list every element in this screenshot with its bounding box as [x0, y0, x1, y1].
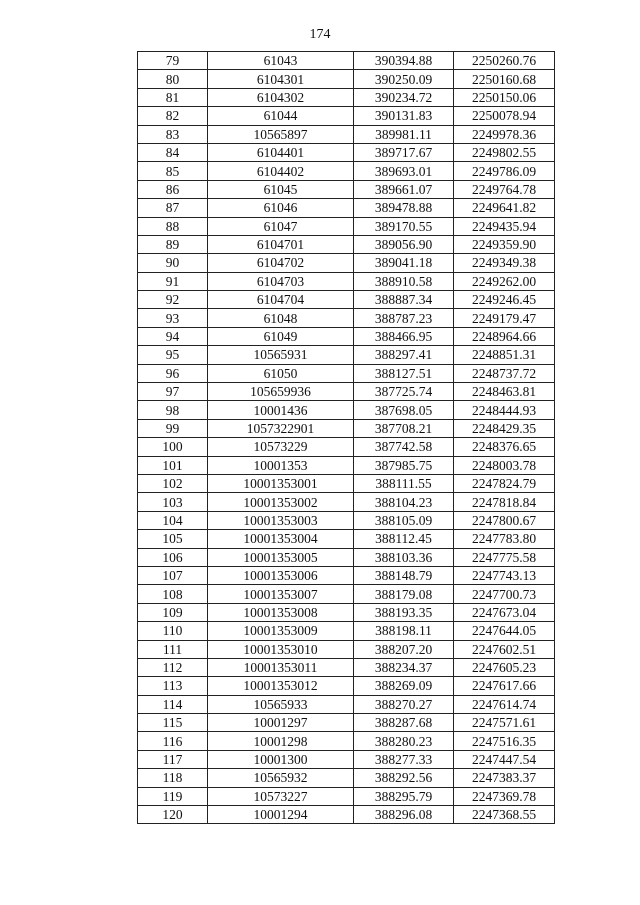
- row-number-cell: 92: [138, 291, 208, 309]
- table-row: [138, 695, 555, 713]
- x-coordinate-cell: 387708.21: [354, 419, 454, 437]
- y-coordinate-cell: 2247571.61: [454, 714, 555, 732]
- table-row: [138, 474, 555, 492]
- x-coordinate-cell: 389717.67: [354, 143, 454, 161]
- point-code-cell: 10001353: [208, 456, 354, 474]
- row-number-cell: 117: [138, 750, 208, 768]
- table-row: [138, 750, 555, 768]
- table-row: [138, 585, 555, 603]
- table-row: [138, 162, 555, 180]
- y-coordinate-cell: 2250150.06: [454, 88, 555, 106]
- point-code-cell: 10001353011: [208, 658, 354, 676]
- y-coordinate-cell: 2248463.81: [454, 383, 555, 401]
- x-coordinate-cell: 388295.79: [354, 787, 454, 805]
- row-number-cell: 106: [138, 548, 208, 566]
- y-coordinate-cell: 2247800.67: [454, 511, 555, 529]
- x-coordinate-cell: 388105.09: [354, 511, 454, 529]
- point-code-cell: 105659936: [208, 383, 354, 401]
- x-coordinate-cell: 389478.88: [354, 199, 454, 217]
- y-coordinate-cell: 2249359.90: [454, 235, 555, 253]
- row-number-cell: 101: [138, 456, 208, 474]
- y-coordinate-cell: 2250078.94: [454, 107, 555, 125]
- x-coordinate-cell: 388193.35: [354, 603, 454, 621]
- x-coordinate-cell: 387698.05: [354, 401, 454, 419]
- row-number-cell: 99: [138, 419, 208, 437]
- x-coordinate-cell: 388127.51: [354, 364, 454, 382]
- y-coordinate-cell: 2248444.93: [454, 401, 555, 419]
- row-number-cell: 91: [138, 272, 208, 290]
- y-coordinate-cell: 2247818.84: [454, 493, 555, 511]
- y-coordinate-cell: 2247775.58: [454, 548, 555, 566]
- point-code-cell: 10001353004: [208, 530, 354, 548]
- x-coordinate-cell: 390394.88: [354, 52, 454, 70]
- table-row: [138, 806, 555, 824]
- table-row: [138, 530, 555, 548]
- point-code-cell: 6104401: [208, 143, 354, 161]
- row-number-cell: 108: [138, 585, 208, 603]
- row-number-cell: 111: [138, 640, 208, 658]
- point-code-cell: 10001300: [208, 750, 354, 768]
- x-coordinate-cell: 388277.33: [354, 750, 454, 768]
- table-row: [138, 52, 555, 70]
- point-code-cell: 10001353005: [208, 548, 354, 566]
- row-number-cell: 85: [138, 162, 208, 180]
- table-row: [138, 88, 555, 106]
- point-code-cell: 6104703: [208, 272, 354, 290]
- y-coordinate-cell: 2247516.35: [454, 732, 555, 750]
- point-code-cell: 6104702: [208, 254, 354, 272]
- x-coordinate-cell: 388910.58: [354, 272, 454, 290]
- x-coordinate-cell: 387742.58: [354, 438, 454, 456]
- y-coordinate-cell: 2249435.94: [454, 217, 555, 235]
- x-coordinate-cell: 388269.09: [354, 677, 454, 695]
- table-row: [138, 180, 555, 198]
- point-code-cell: 61043: [208, 52, 354, 70]
- row-number-cell: 82: [138, 107, 208, 125]
- point-code-cell: 1057322901: [208, 419, 354, 437]
- y-coordinate-cell: 2247673.04: [454, 603, 555, 621]
- table-row: [138, 107, 555, 125]
- x-coordinate-cell: 388148.79: [354, 566, 454, 584]
- row-number-cell: 115: [138, 714, 208, 732]
- y-coordinate-cell: 2250260.76: [454, 52, 555, 70]
- point-code-cell: 10565931: [208, 346, 354, 364]
- y-coordinate-cell: 2249179.47: [454, 309, 555, 327]
- point-code-cell: 10001353007: [208, 585, 354, 603]
- row-number-cell: 119: [138, 787, 208, 805]
- row-number-cell: 90: [138, 254, 208, 272]
- point-code-cell: 61050: [208, 364, 354, 382]
- row-number-cell: 114: [138, 695, 208, 713]
- point-code-cell: 61045: [208, 180, 354, 198]
- point-code-cell: 61047: [208, 217, 354, 235]
- x-coordinate-cell: 388280.23: [354, 732, 454, 750]
- row-number-cell: 98: [138, 401, 208, 419]
- point-code-cell: 10001436: [208, 401, 354, 419]
- point-code-cell: 6104402: [208, 162, 354, 180]
- y-coordinate-cell: 2247783.80: [454, 530, 555, 548]
- point-code-cell: 10001353012: [208, 677, 354, 695]
- table-row: [138, 419, 555, 437]
- table-row: [138, 511, 555, 529]
- point-code-cell: 61044: [208, 107, 354, 125]
- row-number-cell: 94: [138, 327, 208, 345]
- y-coordinate-cell: 2247368.55: [454, 806, 555, 824]
- x-coordinate-cell: 389170.55: [354, 217, 454, 235]
- table-row: [138, 787, 555, 805]
- x-coordinate-cell: 388198.11: [354, 622, 454, 640]
- y-coordinate-cell: 2247383.37: [454, 769, 555, 787]
- x-coordinate-cell: 389661.07: [354, 180, 454, 198]
- x-coordinate-cell: 390250.09: [354, 70, 454, 88]
- row-number-cell: 112: [138, 658, 208, 676]
- row-number-cell: 87: [138, 199, 208, 217]
- point-code-cell: 10001353003: [208, 511, 354, 529]
- point-code-cell: 10001353010: [208, 640, 354, 658]
- point-code-cell: 61048: [208, 309, 354, 327]
- coordinates-table-body: [138, 52, 555, 824]
- page-number: 174: [309, 27, 331, 42]
- y-coordinate-cell: 2247644.05: [454, 622, 555, 640]
- point-code-cell: 10001294: [208, 806, 354, 824]
- table-row: [138, 769, 555, 787]
- row-number-cell: 84: [138, 143, 208, 161]
- table-row: [138, 143, 555, 161]
- y-coordinate-cell: 2249641.82: [454, 199, 555, 217]
- y-coordinate-cell: 2248964.66: [454, 327, 555, 345]
- row-number-cell: 86: [138, 180, 208, 198]
- y-coordinate-cell: 2247614.74: [454, 695, 555, 713]
- row-number-cell: 100: [138, 438, 208, 456]
- y-coordinate-cell: 2249262.00: [454, 272, 555, 290]
- row-number-cell: 80: [138, 70, 208, 88]
- point-code-cell: 61049: [208, 327, 354, 345]
- table-row: [138, 438, 555, 456]
- row-number-cell: 88: [138, 217, 208, 235]
- x-coordinate-cell: 387985.75: [354, 456, 454, 474]
- table-row: [138, 714, 555, 732]
- row-number-cell: 97: [138, 383, 208, 401]
- x-coordinate-cell: 388466.95: [354, 327, 454, 345]
- table-row: [138, 254, 555, 272]
- x-coordinate-cell: 388103.36: [354, 548, 454, 566]
- y-coordinate-cell: 2247743.13: [454, 566, 555, 584]
- y-coordinate-cell: 2248429.35: [454, 419, 555, 437]
- table-row: [138, 199, 555, 217]
- y-coordinate-cell: 2247824.79: [454, 474, 555, 492]
- table-row: [138, 401, 555, 419]
- point-code-cell: 10001353009: [208, 622, 354, 640]
- x-coordinate-cell: 388296.08: [354, 806, 454, 824]
- y-coordinate-cell: 2247447.54: [454, 750, 555, 768]
- y-coordinate-cell: 2249978.36: [454, 125, 555, 143]
- y-coordinate-cell: 2247605.23: [454, 658, 555, 676]
- row-number-cell: 118: [138, 769, 208, 787]
- point-code-cell: 10573227: [208, 787, 354, 805]
- point-code-cell: 10565932: [208, 769, 354, 787]
- table-row: [138, 272, 555, 290]
- row-number-cell: 116: [138, 732, 208, 750]
- x-coordinate-cell: 388104.23: [354, 493, 454, 511]
- row-number-cell: 93: [138, 309, 208, 327]
- y-coordinate-cell: 2247369.78: [454, 787, 555, 805]
- row-number-cell: 89: [138, 235, 208, 253]
- x-coordinate-cell: 389981.11: [354, 125, 454, 143]
- x-coordinate-cell: 388112.45: [354, 530, 454, 548]
- point-code-cell: 10573229: [208, 438, 354, 456]
- x-coordinate-cell: 388207.20: [354, 640, 454, 658]
- row-number-cell: 81: [138, 88, 208, 106]
- table-row: [138, 346, 555, 364]
- y-coordinate-cell: 2249802.55: [454, 143, 555, 161]
- point-code-cell: 10001353006: [208, 566, 354, 584]
- table-row: [138, 217, 555, 235]
- row-number-cell: 120: [138, 806, 208, 824]
- table-row: [138, 732, 555, 750]
- x-coordinate-cell: 389056.90: [354, 235, 454, 253]
- x-coordinate-cell: 388270.27: [354, 695, 454, 713]
- row-number-cell: 96: [138, 364, 208, 382]
- x-coordinate-cell: 387725.74: [354, 383, 454, 401]
- row-number-cell: 113: [138, 677, 208, 695]
- row-number-cell: 110: [138, 622, 208, 640]
- table-row: [138, 677, 555, 695]
- y-coordinate-cell: 2247602.51: [454, 640, 555, 658]
- table-row: [138, 125, 555, 143]
- table-row: [138, 235, 555, 253]
- table-row: [138, 658, 555, 676]
- table-row: [138, 493, 555, 511]
- x-coordinate-cell: 389693.01: [354, 162, 454, 180]
- point-code-cell: 10565933: [208, 695, 354, 713]
- y-coordinate-cell: 2249764.78: [454, 180, 555, 198]
- x-coordinate-cell: 388234.37: [354, 658, 454, 676]
- table-row: [138, 70, 555, 88]
- y-coordinate-cell: 2248851.31: [454, 346, 555, 364]
- y-coordinate-cell: 2248376.65: [454, 438, 555, 456]
- y-coordinate-cell: 2247617.66: [454, 677, 555, 695]
- row-number-cell: 104: [138, 511, 208, 529]
- row-number-cell: 107: [138, 566, 208, 584]
- x-coordinate-cell: 390234.72: [354, 88, 454, 106]
- row-number-cell: 79: [138, 52, 208, 70]
- table-row: [138, 548, 555, 566]
- point-code-cell: 61046: [208, 199, 354, 217]
- row-number-cell: 95: [138, 346, 208, 364]
- coordinates-table: [137, 51, 555, 824]
- row-number-cell: 83: [138, 125, 208, 143]
- x-coordinate-cell: 388179.08: [354, 585, 454, 603]
- point-code-cell: 10001297: [208, 714, 354, 732]
- x-coordinate-cell: 388787.23: [354, 309, 454, 327]
- y-coordinate-cell: 2249786.09: [454, 162, 555, 180]
- x-coordinate-cell: 388111.55: [354, 474, 454, 492]
- table-row: [138, 383, 555, 401]
- point-code-cell: 6104301: [208, 70, 354, 88]
- x-coordinate-cell: 388887.34: [354, 291, 454, 309]
- table-row: [138, 622, 555, 640]
- table-row: [138, 364, 555, 382]
- row-number-cell: 102: [138, 474, 208, 492]
- x-coordinate-cell: 388297.41: [354, 346, 454, 364]
- x-coordinate-cell: 390131.83: [354, 107, 454, 125]
- y-coordinate-cell: 2248003.78: [454, 456, 555, 474]
- point-code-cell: 10001353001: [208, 474, 354, 492]
- point-code-cell: 10001353008: [208, 603, 354, 621]
- x-coordinate-cell: 388292.56: [354, 769, 454, 787]
- y-coordinate-cell: 2250160.68: [454, 70, 555, 88]
- table-row: [138, 640, 555, 658]
- x-coordinate-cell: 388287.68: [354, 714, 454, 732]
- table-row: [138, 309, 555, 327]
- point-code-cell: 10001298: [208, 732, 354, 750]
- y-coordinate-cell: 2247700.73: [454, 585, 555, 603]
- y-coordinate-cell: 2249349.38: [454, 254, 555, 272]
- table-row: [138, 566, 555, 584]
- row-number-cell: 109: [138, 603, 208, 621]
- table-row: [138, 456, 555, 474]
- point-code-cell: 6104704: [208, 291, 354, 309]
- point-code-cell: 6104701: [208, 235, 354, 253]
- y-coordinate-cell: 2248737.72: [454, 364, 555, 382]
- table-row: [138, 291, 555, 309]
- point-code-cell: 10001353002: [208, 493, 354, 511]
- table-row: [138, 327, 555, 345]
- point-code-cell: 10565897: [208, 125, 354, 143]
- row-number-cell: 105: [138, 530, 208, 548]
- point-code-cell: 6104302: [208, 88, 354, 106]
- row-number-cell: 103: [138, 493, 208, 511]
- y-coordinate-cell: 2249246.45: [454, 291, 555, 309]
- x-coordinate-cell: 389041.18: [354, 254, 454, 272]
- table-row: [138, 603, 555, 621]
